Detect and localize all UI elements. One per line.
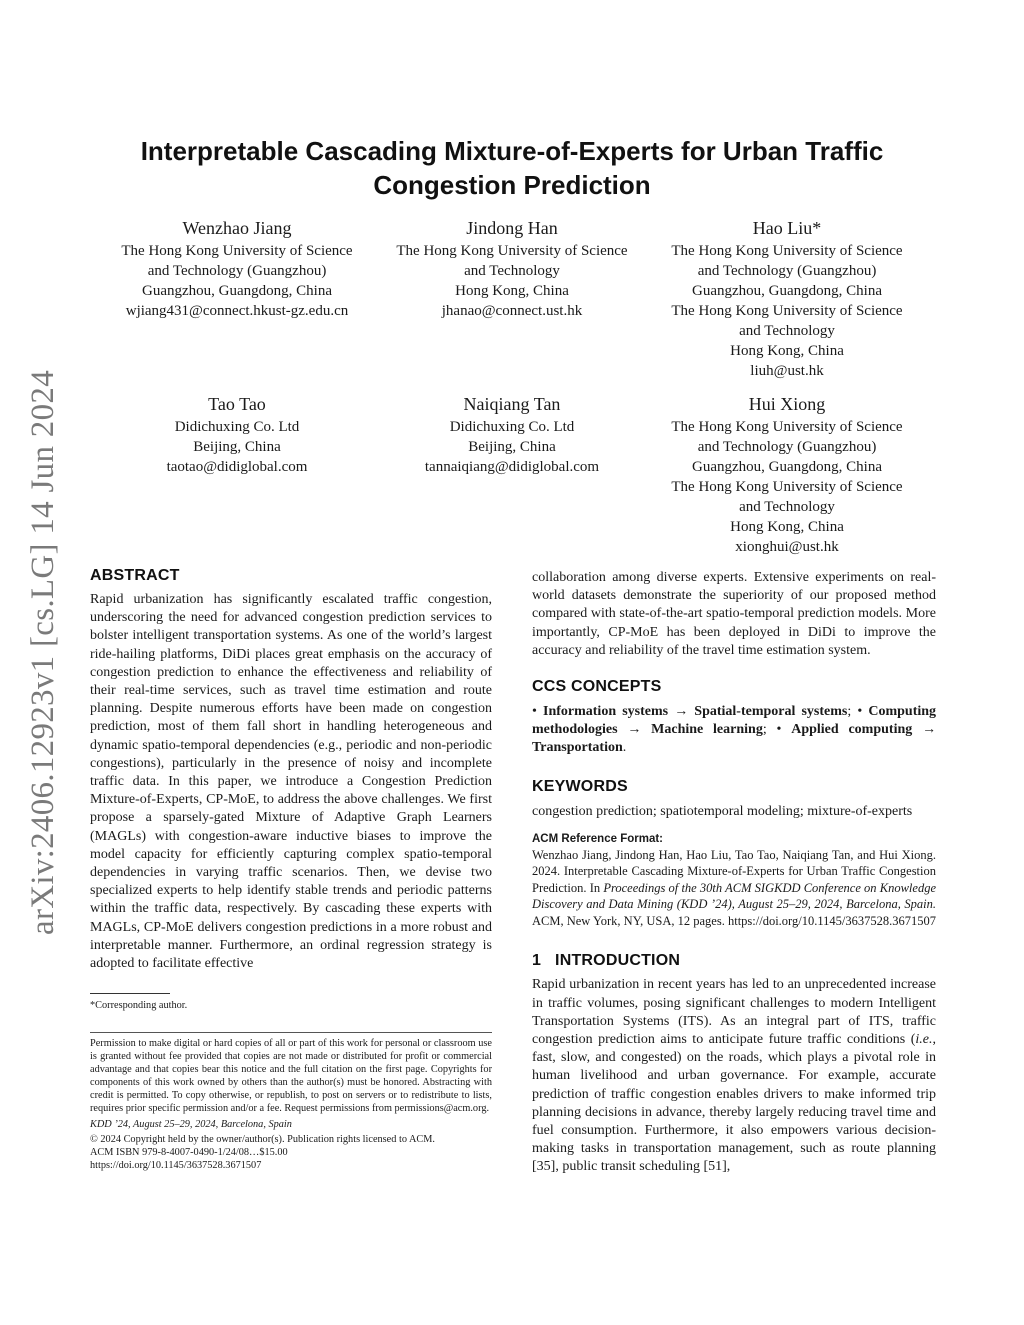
- ccs-concept: Applied computing: [791, 722, 913, 738]
- author-affiliation: The Hong Kong University of Science: [396, 243, 628, 259]
- author-location: Guangzhou, Guangdong, China: [692, 459, 882, 475]
- author-location: Guangzhou, Guangdong, China: [692, 283, 882, 299]
- author-name: Naiqiang Tan: [463, 394, 561, 414]
- bullet: •: [857, 704, 863, 720]
- reference-publisher: ACM, New York, NY, USA, 12 pages. https://doi.org/10.1145/3637528.3671507: [532, 913, 936, 928]
- paper-title: Interpretable Cascading Mixture-of-Experts for Urban Traffic Congestion Prediction: [140, 136, 884, 200]
- ccs-subconcept: Machine learning: [651, 722, 763, 738]
- author-affiliation: and Technology: [739, 499, 835, 515]
- author-block: [97, 392, 377, 477]
- ccs-concept: Computing methodologies: [532, 704, 937, 738]
- author-block: [647, 216, 927, 381]
- bullet: •: [776, 722, 782, 738]
- ccs-concept: Information systems: [543, 704, 669, 720]
- author-email: liuh@ust.hk: [750, 363, 824, 379]
- doi-link[interactable]: https://doi.org/10.1145/3637528.3671507: [90, 1159, 262, 1171]
- author-affiliation: and Technology: [739, 323, 835, 339]
- keywords-text: congestion prediction; spatiotemporal modeling; mixture-of-experts: [532, 803, 913, 819]
- author-affiliation: The Hong Kong University of Science: [671, 303, 903, 319]
- permission-rule: [90, 1032, 492, 1033]
- author-location: Hong Kong, China: [730, 519, 844, 535]
- introduction-heading: [532, 951, 936, 971]
- author-location: Hong Kong, China: [455, 283, 569, 299]
- intro-italic: i.e.: [915, 1031, 933, 1047]
- author-email: jhanao@connect.ust.hk: [441, 303, 583, 319]
- author-name: Wenzhao Jiang: [182, 218, 292, 238]
- author-block: [647, 392, 927, 557]
- author-location: Beijing, China: [468, 439, 556, 455]
- ccs-subconcept: Spatial-temporal systems: [694, 704, 848, 720]
- section-title: INTRODUCTION: [555, 952, 681, 970]
- permission-block: [90, 1037, 492, 1172]
- section-number: 1: [532, 952, 542, 970]
- author-name: Tao Tao: [208, 394, 266, 414]
- author-affiliation: and Technology (Guangzhou): [697, 439, 877, 455]
- author-affiliation: and Technology: [464, 263, 560, 279]
- reference-venue: Proceedings of the 30th ACM SIGKDD Conference on Knowledge Discovery and Data Mining (KDD ’24), August 25–29, 2024, Barcelona, Spain.: [532, 880, 936, 912]
- ccs-subconcept: Transportation: [532, 740, 623, 756]
- author-affiliation: and Technology (Guangzhou): [147, 263, 327, 279]
- author-block: [372, 392, 652, 477]
- abstract-text: Rapid urbanization has significantly escalated traffic congestion, underscoring the need for advanced congestion prediction services to bolster intelligent transportation systems. As one of the world’s largest ride-hailing platforms, DiDi places great emphasis on the accuracy of congestion prediction to enhance the effectiveness and reliability of their real-time services, such as travel time estimation and route planning. Despite numerous efforts have been made on congestion prediction, most of them fall short in handling heterogeneous and dynamic spatio-temporal dependencies (e.g., periodic and non-periodic congestions), particularly in the presence of noisy and incomplete traffic data. In this paper, we introduce a Congestion Prediction Mixture-of-Experts, CP-MoE, to address the above challenges. We first propose a sparsely-gated Mixture of Adaptive Graph Learners (MAGLs) with congestion-aware inductive biases to improve the model capacity for efficiently capturing complex spatio-temporal dependencies in varying traffic scenarios. Then, we devise two specialized experts to help identify stable trends and periodic patterns within the traffic data, respectively. By cascading these experts with MAGLs, CP-MoE delivers congestion predictions in a more robust and interpretable manner. Furthermore, an ordinal regression strategy is adopted to facilitate effective: [90, 592, 492, 972]
- author-affiliation: The Hong Kong University of Science: [671, 419, 903, 435]
- conference-info: KDD ’24, August 25–29, 2024, Barcelona, Spain: [90, 1118, 292, 1130]
- intro-text-part: Rapid urbanization in recent years has led to an unprecedented increase in traffic volumes, posing significant challenges to modern Intelligent Transportation Systems (ITS). As an integral part of ITS, traffic congestion prediction aims to anticipate future traffic conditions (: [532, 977, 936, 1047]
- author-block: [97, 216, 377, 321]
- author-affiliation: The Hong Kong University of Science: [671, 243, 903, 259]
- arrow-icon: →: [627, 722, 642, 738]
- author-location: Hong Kong, China: [730, 343, 844, 359]
- arxiv-identifier: arXiv:2406.12923v1 [cs.LG] 14 Jun 2024: [25, 369, 61, 935]
- author-email: wjiang431@connect.hkust-gz.edu.cn: [125, 303, 349, 319]
- author-name: Hui Xiong: [748, 394, 826, 414]
- corresponding-footnote: *Corresponding author.: [90, 1000, 188, 1011]
- ccs-heading: CCS CONCEPTS: [532, 678, 662, 696]
- author-affiliation: Didichuxing Co. Ltd: [174, 419, 300, 435]
- author-block: [372, 216, 652, 321]
- left-column: [90, 566, 492, 973]
- arrow-icon: →: [674, 704, 689, 720]
- author-email: xionghui@ust.hk: [735, 539, 839, 555]
- reference-authors: Wenzhao Jiang, Jindong Han, Hao Liu, Tao Tao, Naiqiang Tan, and Hui Xiong. 2024. Interpretable Cascading Mixture-of-Experts for Urban Traffic Congestion Prediction. In: [532, 847, 936, 895]
- author-name: Jindong Han: [466, 218, 558, 238]
- keywords-heading: KEYWORDS: [532, 777, 628, 795]
- author-location: Beijing, China: [193, 439, 281, 455]
- ccs-concepts: • Information systems → Spatial-temporal systems; • Computing methodologies → Machine learning; • Applied computing → Transportation.: [532, 704, 937, 756]
- abstract-continued: collaboration among diverse experts. Extensive experiments on real-world datasets demonstrate the superiority of our proposed method compared with state-of-the-art spatio-temporal prediction models. More importantly, CP-MoE has been deployed in DiDi to improve the accuracy and reliability of the travel time estimation system.: [532, 570, 936, 658]
- author-location: Guangzhou, Guangdong, China: [142, 283, 332, 299]
- reference-heading: ACM Reference Format:: [532, 832, 663, 845]
- author-affiliation: and Technology (Guangzhou): [697, 263, 877, 279]
- intro-text-part: , fast, slow, and congested) on the roads, which plays a pivotal role in human livelihood and urban governance. For example, accurate prediction of traffic congestion enables drivers to make informed trip planning decisions in advance, thereby largely reducing travel time and fuel consumption. Furthermore, it also empowers various decision-making tasks in transportation management, such as route planning [35], public transit scheduling [51],: [532, 1031, 936, 1175]
- author-affiliation: The Hong Kong University of Science: [121, 243, 353, 259]
- author-name: Hao Liu*: [752, 218, 822, 238]
- author-affiliation: The Hong Kong University of Science: [671, 479, 903, 495]
- copyright-notice: © 2024 Copyright held by the owner/author(s). Publication rights licensed to ACM.: [90, 1133, 436, 1145]
- isbn: ACM ISBN 979-8-4007-0490-1/24/08…$15.00: [90, 1146, 288, 1158]
- abstract-heading: ABSTRACT: [90, 567, 180, 584]
- right-column: [532, 569, 936, 1177]
- author-email: taotao@didiglobal.com: [166, 459, 308, 475]
- author-affiliation: Didichuxing Co. Ltd: [449, 419, 575, 435]
- permission-notice: Permission to make digital or hard copies of all or part of this work for personal or classroom use is granted without fee provided that copies are not made or distributed for profit or commercial advantage and that copies bear this notice and the full citation on the first page. Copyrights for components of this work owned by others than the author(s) must be honored. Abstracting with credit is permitted. To copy otherwise, or republish, to post on servers or to redistribute to lists, requires prior specific permission and/or a fee. Request permissions from permissions@acm.org.: [90, 1038, 492, 1115]
- footnote-rule: [90, 993, 170, 994]
- author-email: tannaiqiang@didiglobal.com: [424, 459, 600, 475]
- introduction-text: [532, 976, 936, 1176]
- bullet: •: [532, 704, 537, 720]
- arrow-icon: →: [922, 722, 937, 738]
- reference-text: [532, 847, 936, 930]
